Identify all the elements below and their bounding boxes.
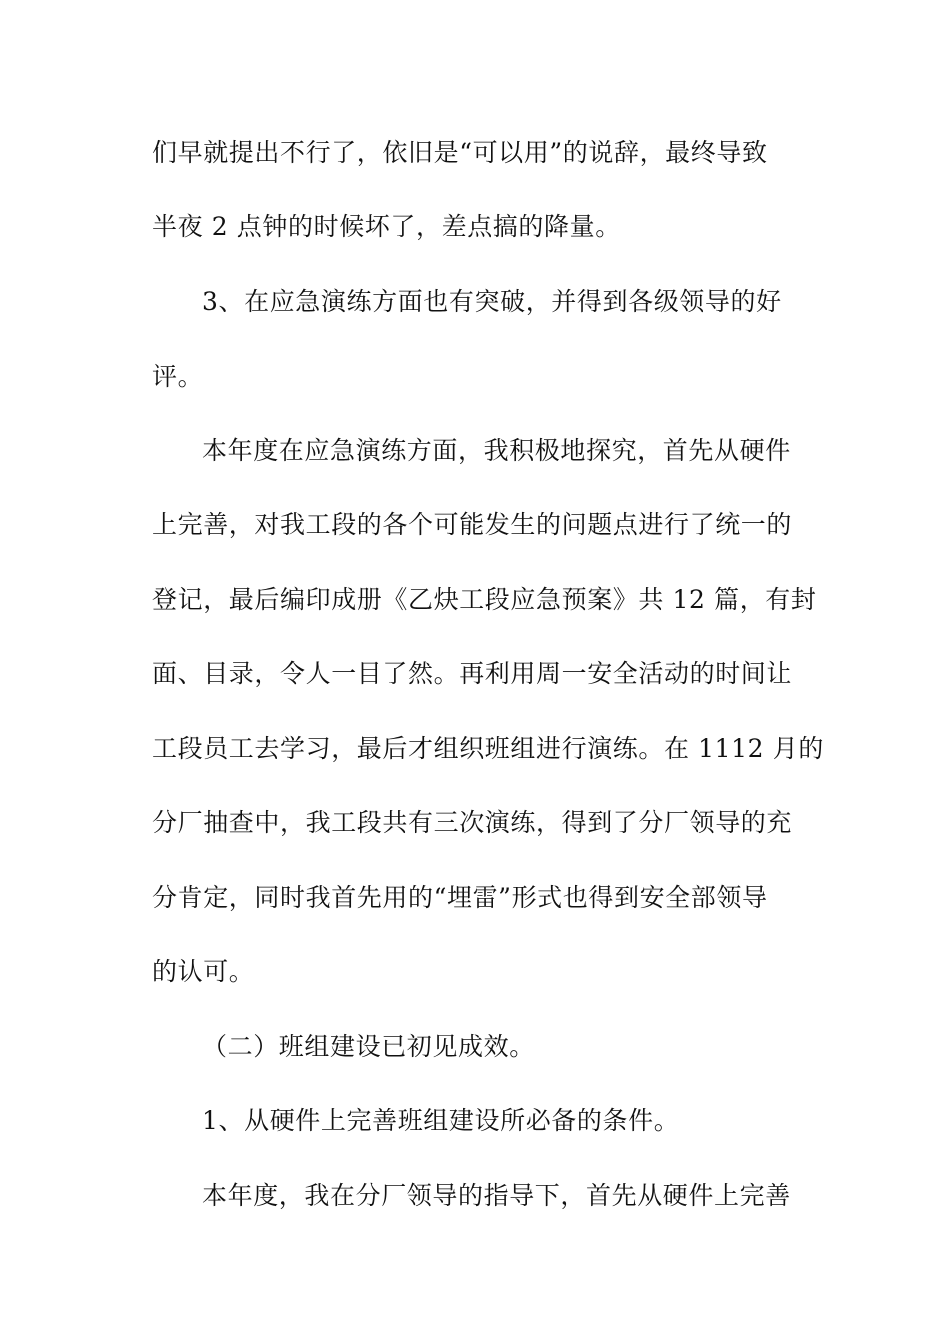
text-line-4: 评。 <box>152 362 204 391</box>
text-line-9: 工段员工去学习，最后才组织班组进行演练。在 1112 月的 <box>152 734 824 763</box>
section-heading: （二）班组建设已初见成效。 <box>202 1032 535 1061</box>
text-line-6: 上完善，对我工段的各个可能发生的问题点进行了统一的 <box>152 510 793 539</box>
text-line-10: 分厂抽查中，我工段共有三次演练，得到了分厂领导的充 <box>152 808 793 837</box>
text-line-12: 的认可。 <box>152 957 255 986</box>
text-line-7: 登记，最后编印成册《乙炔工段应急预案》共 12 篇，有封 <box>152 585 817 614</box>
text-line-14: 1、从硬件上完善班组建设所必备的条件。 <box>202 1106 680 1135</box>
text-line-15: 本年度，我在分厂领导的指导下，首先从硬件上完善 <box>202 1181 791 1210</box>
text-line-3: 3、在应急演练方面也有突破，并得到各级领导的好 <box>202 287 782 316</box>
text-line-8: 面、目录，令人一目了然。再利用周一安全活动的时间让 <box>152 659 793 688</box>
text-line-11: 分肯定，同时我首先用的“埋雷”形式也得到安全部领导 <box>152 883 768 912</box>
text-line-2: 半夜 2 点钟的时候坏了，差点搞的降量。 <box>152 212 621 241</box>
text-line-5: 本年度在应急演练方面，我积极地探究，首先从硬件 <box>202 436 791 465</box>
text-line-1: 们早就提出不行了，依旧是“可以用”的说辞，最终导致 <box>152 138 768 167</box>
